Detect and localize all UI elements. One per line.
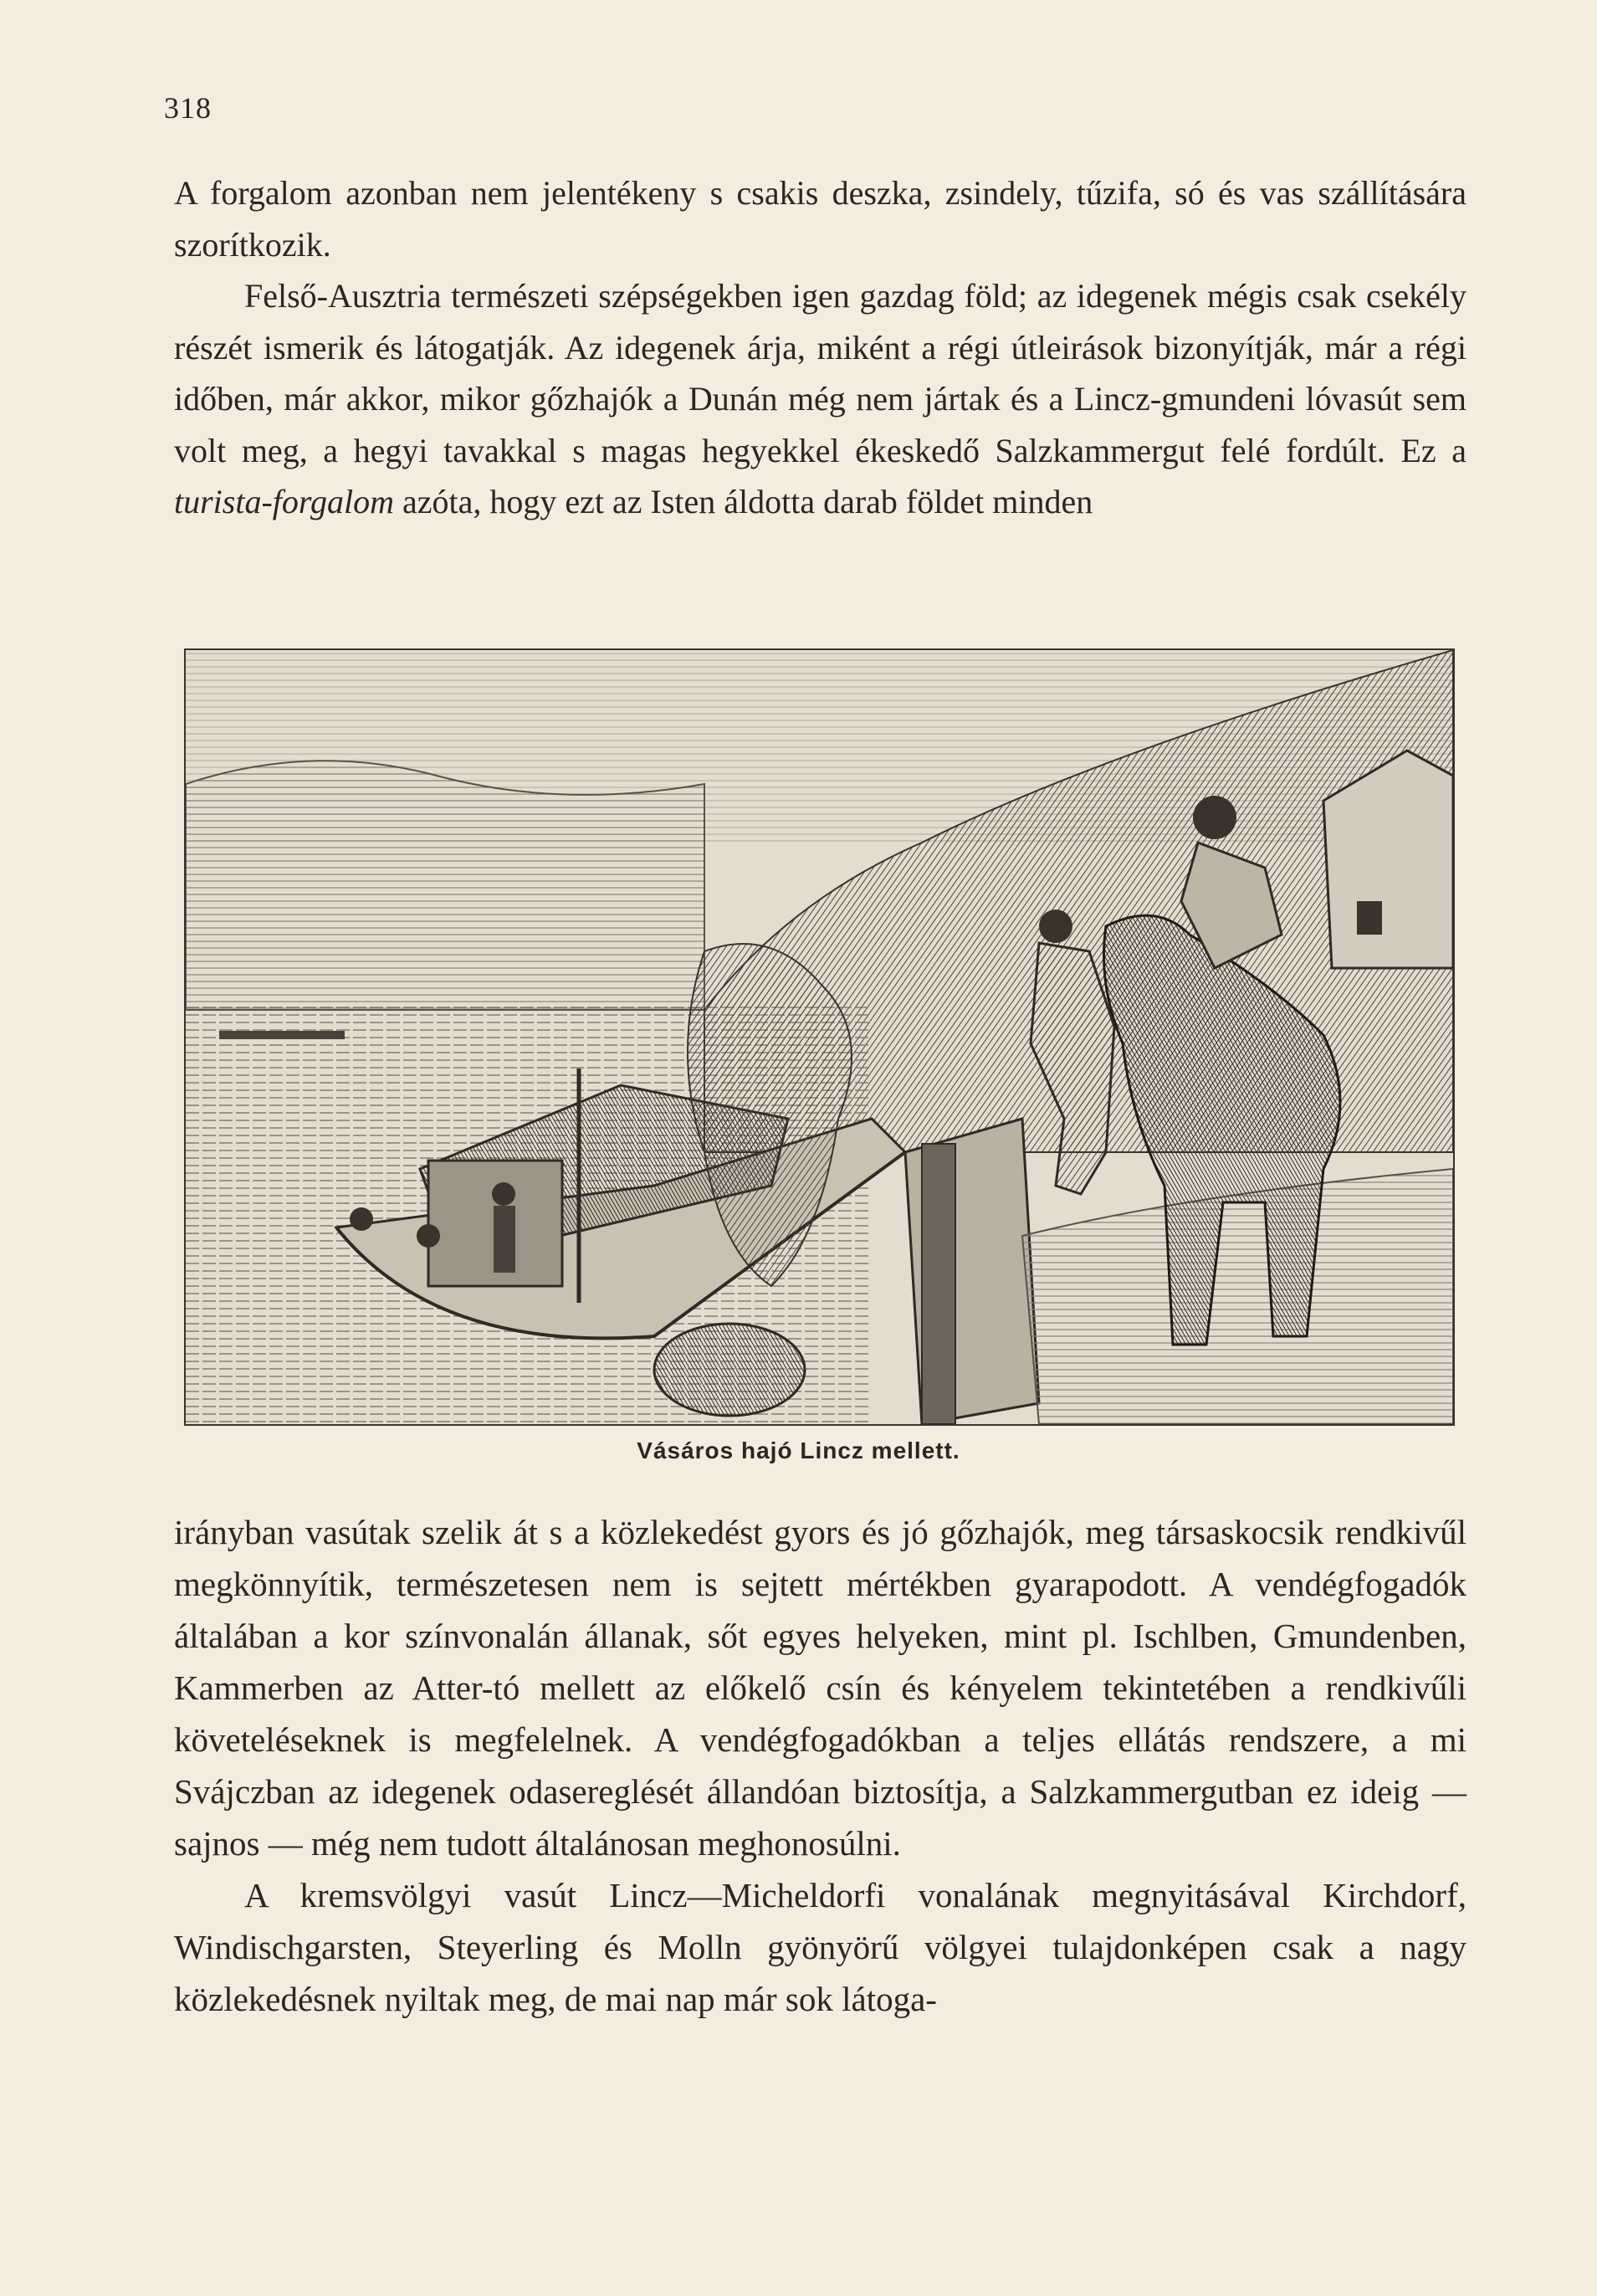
paragraph — [174, 270, 1466, 528]
paragraph-text: Felső-Ausztria természeti szépségekben igen gazdag föld; az idegenek mégis csak csekély részét ismerik és látogatják. Az idegenek árja, miként a régi útleirások bizonyítják, már a régi időben, már akkor, mikor gőzhajók a Dunán még nem jártak és a Lincz-gmundeni lóvasút sem volt meg, a hegyi tavakkal s magas hegyekkel ékeskedő Salzkammergut felé fordúlt. Ez a — [174, 277, 1466, 469]
emphasis-text: turista-forgalom — [174, 483, 394, 520]
engraving-illustration — [184, 648, 1455, 1426]
lower-text-block — [174, 1506, 1466, 2025]
upper-text-block — [174, 167, 1466, 528]
paragraph: A kremsvölgyi vasút Lincz—Micheldorfi vonalának megnyitásával Kirchdorf, Windischgarsten, Steyerling és Molln gyönyörű völgyei tulajdonképen csak a nagy közlekedésnek nyiltak meg, de mai nap már sok látoga- — [174, 1876, 1466, 2018]
figure-caption: Vásáros hajó Lincz mellett. — [637, 1438, 960, 1463]
paragraph: A forgalom azonban nem jelentékeny s csakis deszka, zsindely, tűzifa, só és vas szállítására szorítkozik. — [174, 174, 1466, 264]
page-number: 318 — [164, 91, 212, 125]
paragraph-text: azóta, hogy ezt az Isten áldotta darab földet minden — [394, 483, 1093, 520]
paragraph: irányban vasútak szelik át s a közlekedést gyors és jó gőzhajók, meg társaskocsik rendkivűl megkönnyítik, természetesen nem is sejtett mértékben gyarapodott. A vendégfogadók általában a kor színvonalán állanak, sőt egyes helyeken, mint pl. Ischlben, Gmundenben, Kammerben az Atter-tó mellett az előkelő csín és kényelem tekintetében a rendkivűli követeléseknek is megfelelnek. A vendégfogadókban a teljes ellátás rendszere, a mi Svájczban az idegenek odasereglését állandóan biztosítja, a Salzkammergutban ez ideig — sajnos — még nem tudott általánosan meghonosúlni. — [174, 1513, 1466, 1863]
